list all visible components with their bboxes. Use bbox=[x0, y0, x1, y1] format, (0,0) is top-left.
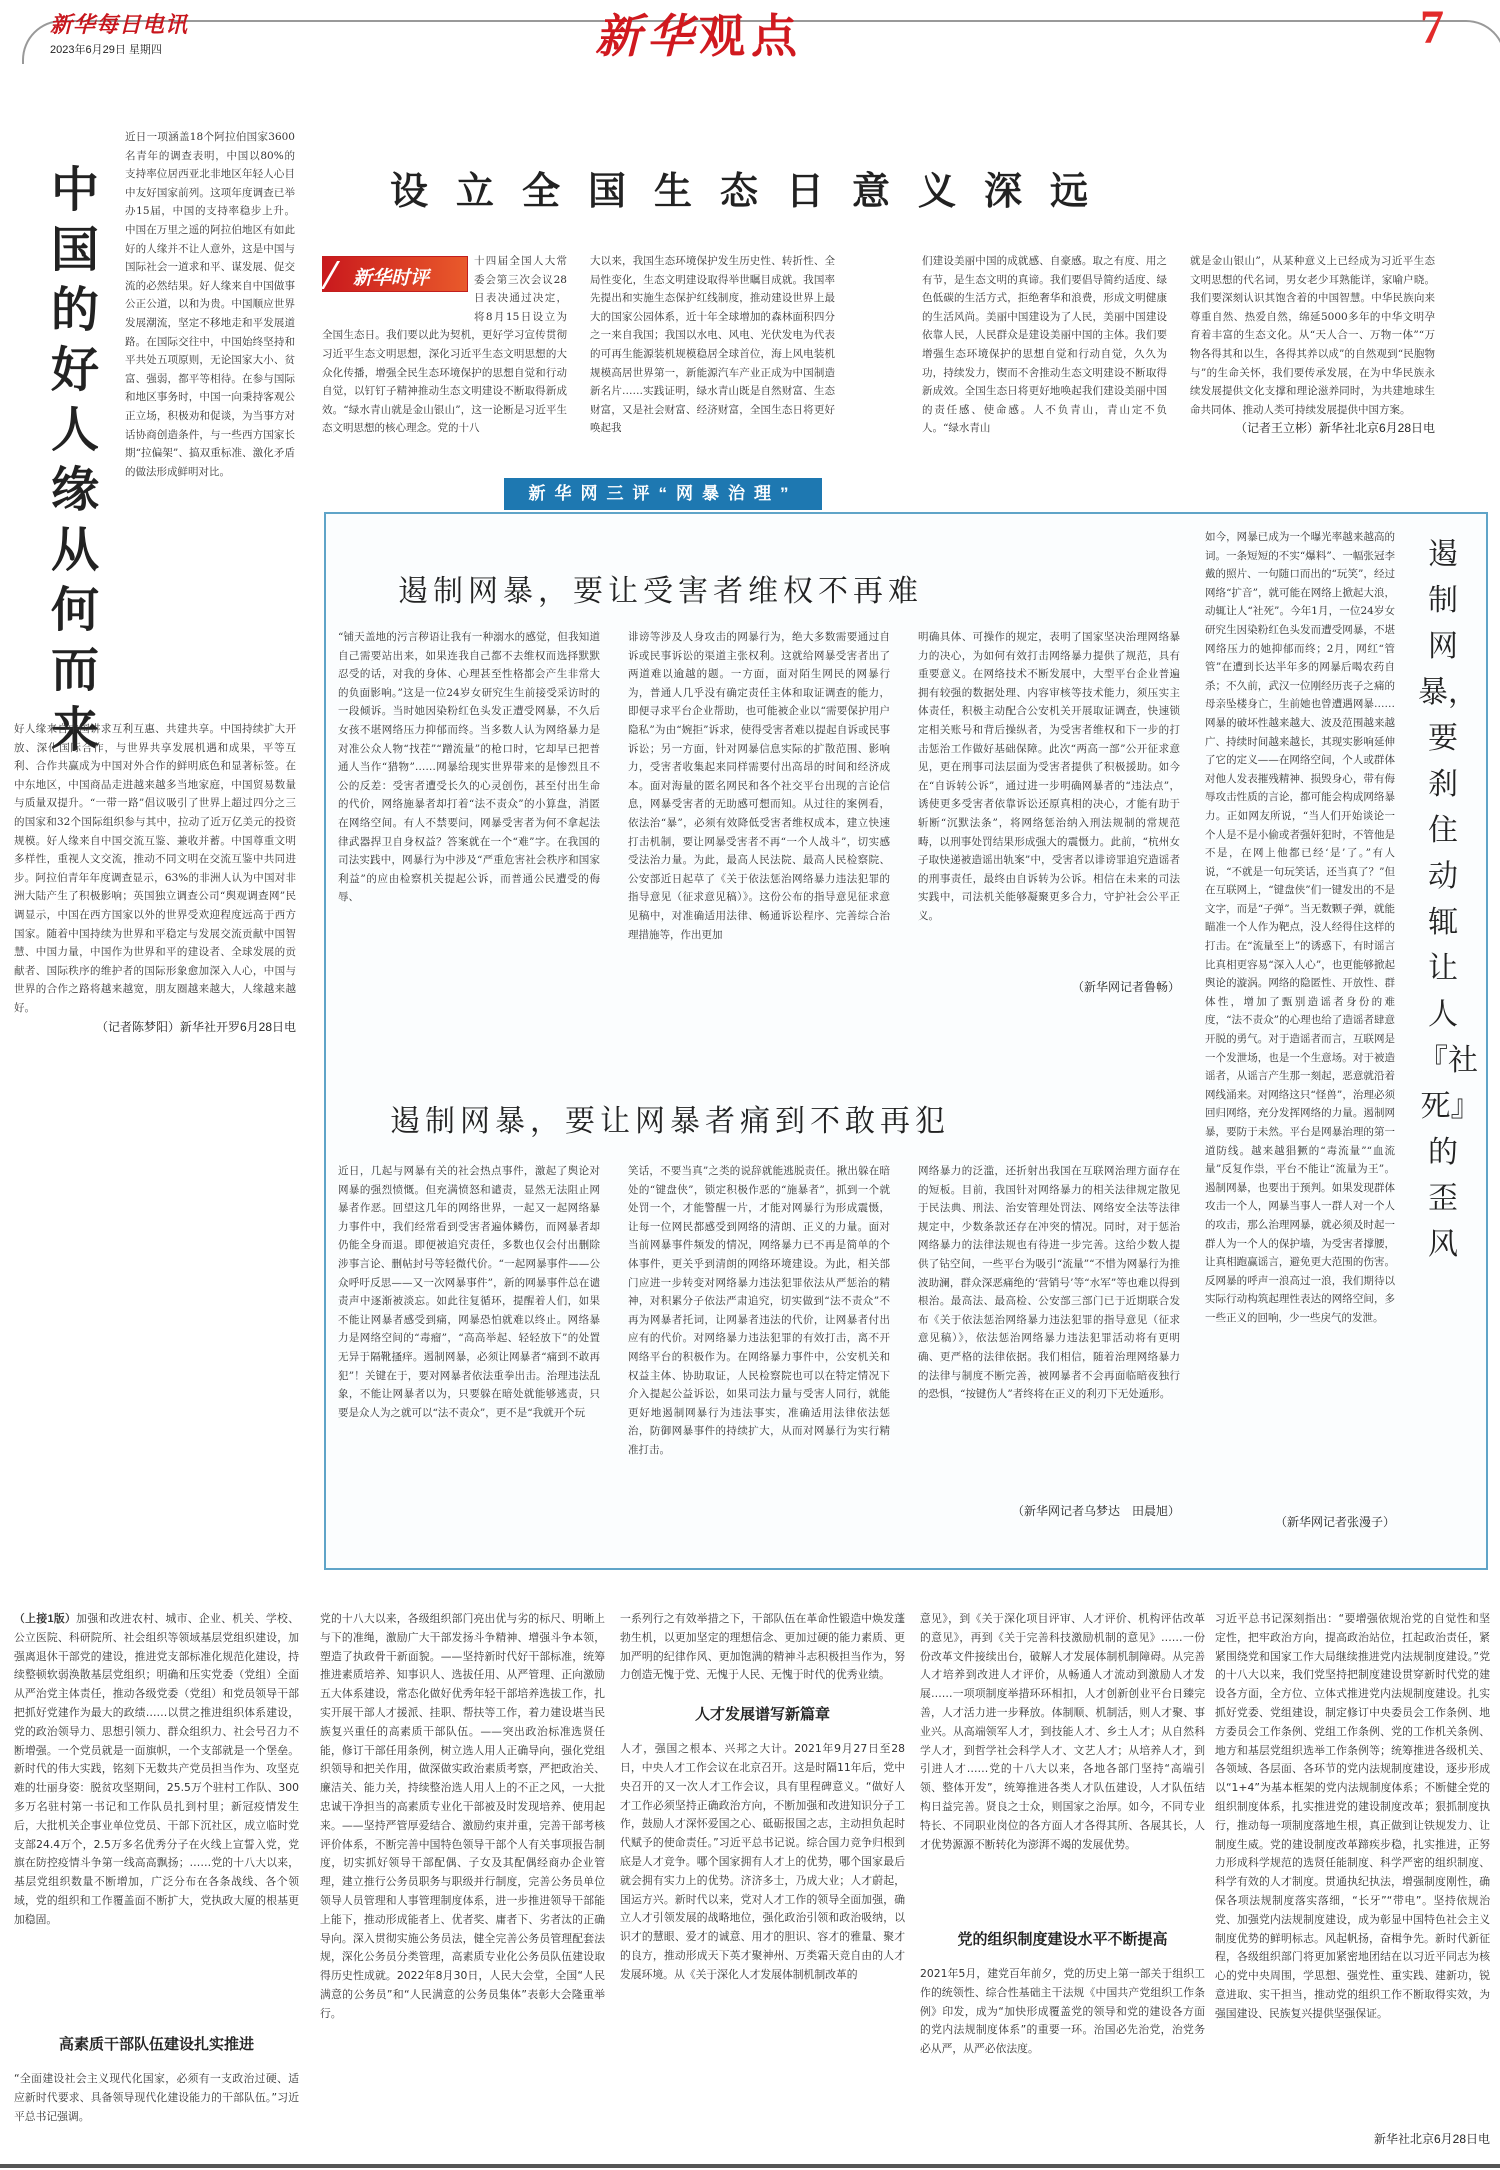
net-violence-banner: 新华网三评“网暴治理” bbox=[504, 478, 822, 510]
bottom-column-2 bbox=[320, 1610, 605, 2150]
section-title-script: 新华 bbox=[595, 9, 699, 63]
article-1-column-3 bbox=[918, 628, 1180, 995]
badge-label: 新华时评 bbox=[353, 268, 430, 289]
article-2-headline: 遏制网暴，要让网暴者痛到不敢再犯 bbox=[390, 1104, 950, 1139]
badge-spacer bbox=[322, 252, 474, 308]
bottom-column-4-tail: 2021年5月，建党百年前夕，党的历史上第一部关于组织工作的统领性、综合性基础主干法规《中国共产党组织工作条例》印发，成为“加快形成覆盖党的领导和党的建设各方面的党内法规制度体系”的重要一环。治国必先治党，治党务必从严，从严必依法度。 bbox=[920, 1967, 1205, 2056]
sidebar-title: 遏制网暴，要刹住动辄让人『社死』的歪风 bbox=[1418, 537, 1478, 1262]
eco-column-4 bbox=[1190, 252, 1435, 436]
eco-column-2: 大以来，我国生态环境保护发生历史性、转折性、全局性变化，生态文明建设取得举世瞩目成就。我国率先提出和实施生态保护红线制度，推动建设世界上最大的国家公园体系，近十年全球增加的森林面积四分之一来自我国；我国以水电、风电、光伏发电为代表的可再生能源装机规模稳居全球首位，海上风电装机规模高居世界第一，新能源汽车产业正成为中国制造新名片……实践证明，绿水青山既是自然财富、生态财富，又是社会财富、经济财富，全国生态日将更好唤起我 bbox=[590, 255, 835, 435]
article-1-headline: 遏制网暴，要让受害者维权不再难 bbox=[398, 574, 923, 609]
eco-byline: （记者王立彬）新华社北京6月28日电 bbox=[1234, 421, 1435, 436]
section-title-text: 观点 bbox=[699, 9, 803, 63]
newspaper-name: 新华每日电讯 bbox=[50, 12, 189, 38]
article-1-column-3-text: 明确具体、可操作的规定，表明了国家坚决治理网络暴力的决心，为如何有效打击网络暴力提供了规范，具有重要意义。在网络技术不断发展中，大型平台企业普遍拥有较强的数据处理、内容审核等技术能力，须压实主体责任，积极主动配合公安机关开展取证调查，快速锁定相关账号和背后操纵者，为受害者维权和下一步的打击惩治工作做好基础保障。此次“两高一部”公开征求意见，更在刑事司法层面为受害者提供了积极援助。如今在“自诉转公诉”，通过进一步明确网暴者的“违法点”，诱使更多受害者依靠诉讼还原真相的决心，才能有助于斩断“沉默法条”，将网络惩治纳入刑法规制的常规范畴，以刑事处罚结果形成强大的震慑力。此前，“杭州女子取快递被造谣出轨案”中，受害者以诽谤罪追究造谣者的刑事责任，最终由自诉转为公诉。相信在未来的司法实践中，司法机关能够凝聚更多合力，守护社会公平正义。 bbox=[918, 631, 1180, 922]
continued-from-tag: （上接1版） bbox=[14, 1613, 77, 1625]
sidebar-byline: （新华网记者张漫子） bbox=[1274, 1515, 1395, 1529]
left-story-title: 中国的好人缘从何而来 bbox=[50, 162, 99, 758]
page-bottom-rule bbox=[0, 2164, 1500, 2168]
article-2-column-3 bbox=[918, 1162, 1180, 1519]
bottom-column-3 bbox=[620, 1610, 905, 2120]
issue-date: 2023年6月29日 星期四 bbox=[50, 44, 162, 56]
bottom-column-4-text: 意见》，到《关于深化项目评审、人才评价、机构评估改革的意见》，再到《关于完善科技激励机制的意见》……一份份改革文件接续出台，破解人才发展体制机制障碍。从完善人才培养到改进人才评价，从畅通人才流动到激励人才发展……一项项制度举措环环相扣，人才创新创业平台日臻完善，人才活力进一步释放。体制顺、机制活，则人才聚、事业兴。从高端领军人才，到技能人才、乡土人才；从自然科学人才，到哲学社会科学人才、文艺人才；从培养人才，到引进人才……党的十八大以来，各地各部门坚持“高端引领、整体开发”，统筹推进各类人才队伍建设，人才队伍结构日益完善。贤良之士众，则国家之治厚。如今，不同专业特长、不同职业岗位的各方面人才各得其所、各展其长，人才优势源源不断转化为澎湃不竭的发展优势。 bbox=[920, 1612, 1205, 1851]
bottom-byline: 新华社北京6月28日电 bbox=[1373, 2132, 1490, 2146]
eco-editorial-title: 设立全国生态日意义深远 bbox=[390, 168, 1117, 213]
bottom-column-2-text: 党的十八大以来，各级组织部门亮出优与劣的标尺、明晰上与下的准绳，激励广大干部发扬斗争精神、增强斗争本领，塑造了执政骨干新面貌。——坚持新时代好干部标准，统筹推进素质培养、知事识人、选拔任用、从严管理、正向激励五大体系建设，常态化做好优秀年轻干部培养选拔工作，扎实开展干部人才援派、挂职、帮扶等工作，着力建设堪当民族复兴重任的高素质干部队伍。——突出政治标准选贤任能，修订干部任用条例，树立选人用人正确导向，强化党组织领导和把关作用，做深做实政治素质考察，严把政治关、廉洁关、能力关，持续整治选人用人上的不正之风，一大批忠诚干净担当的高素质专业化干部被及时发现培养、使用起来。——坚持严管厚爱结合、激励约束并重，完善干部考核评价体系，不断完善中国特色领导干部个人有关事项报告制度，切实抓好领导干部配偶、子女及其配偶经商办企业管理，建立推行公务员职务与职级并行制度，完善公务员单位领导人员管理和人事管理制度体系，进一步推进领导干部能上能下，推动形成能者上、优者奖、庸者下、劣者汰的正确导向。深入贯彻实施公务员法，健全完善公务员管理配套法规，深化公务员分类管理，高素质专业化公务员队伍建设取得历史性成就。2022年8月30日，人民大会堂，全国“人民满意的公务员”和“人民满意的公务员集体”表彰大会隆重举行。 bbox=[320, 1612, 605, 2020]
subhead-talent: 人才发展谱写新篇章 bbox=[694, 1705, 830, 1724]
article-2-column-1: 近日，几起与网暴有关的社会热点事件，激起了舆论对网暴的强烈愤慨。但充满愤怒和谴责，显然无法阻止网暴者作恶。回望这几年的网络世界，一起又一起网络暴力事件中，我们经常看到受害者遍体鳞伤，而网暴者却仍能全身而退。即便被追究责任，多数也仅会付出删除涉事言论、删帖封号等轻微代价。“一起网暴事件——公众呼吁反思——又一次网暴事件”，新的网暴事件总在谴责声中逐渐被淡忘。如此往复循环，提醒着人们，如果不能让网暴者感受到痛，网暴恐怕就难以终止。网络暴力是网络空间的“毒瘤”，“高高举起、轻轻放下”的处置无异于隔靴搔痒。遏制网暴，必须让网暴者“痛到不敢再犯”！关键在于，要对网暴者依法重拳出击。治理违法乱象，不能让网暴者以为，只要躲在暗处就能够逃责，只要是众人为之就可以“法不责众”，更不是“我就开个玩 bbox=[338, 1165, 600, 1419]
bottom-column-1-text bbox=[14, 1610, 299, 2015]
sidebar-commentary-text: 如今，网暴已成为一个曝光率越来越高的词。一条短短的不实“爆料”、一幅张冠李戴的照片、一句随口而出的“玩笑”，经过网络“扩音”，就可能在网络上掀起大浪，动辄让人“社死”。今年1月，一位24岁女研究生因染粉红色头发而遭受网暴，不堪网络压力的她抑郁而终；2月，网红“管管”在遭到长达半年多的网暴后喝农药自杀；不久前，武汉一位刚经历丧子之痛的母亲坠楼身亡，生前她也曾遭遇网暴……网暴的破坏性越来越大、波及范围越来越广、持续时间越来越长，其现实影响延伸了它的定义——在网络空间，个人或群体对他人发表摧残精神、损毁身心，带有侮辱攻击性质的言论，都可能会构成网络暴力。正如网友所说，“当人们开始谈论一个人是不是小偷或者强奸犯时，不管他是不是，在网上他都已经‘是’了。”有人说，“不就是一句玩笑话，还当真了？”但在互联网上，“键盘侠”们一键发出的不是文字，而是“子弹”。当无数颗子弹，就能瞄准一个人作为靶点，没人经得住这样的打击。在“流量至上”的诱惑下，有时谣言比真相更容易“深入人心”，也更能够掀起舆论的漩涡。网络的隐匿性、开放性、群体性，增加了甄别造谣者身份的难度，“法不责众”的心理也给了造谣者肆意开脱的勇气。对于造谣者而言，互联网是一个发泄场，也是一个生意场。对于被造谣者，从谣言产生那一刻起，恶意就沿着网线涌来。对网络这只“怪兽”，治理必须回归网络，充分发挥网络的力量。遏制网暴，要防于未然。平台是网暴治理的第一道防线。越来越猖獗的“毒流量”“血流量”反复作祟，平台不能让“流量为王”。遏制网暴，也要出于预判。如果发现群体攻击一个人，网暴当事人一群人对一个人的攻击，那么治理网暴，就必须及时起一群人为一个人的保护墙，为受害者撑腰，让真相跑赢谣言，避免更大范围的伤害。反网暴的呼声一浪高过一浪，我们期待以实际行动构筑起理性表达的网络空间，多一些正义的回响，少一些戾气的发泄。 bbox=[1205, 531, 1395, 1324]
eco-column-4-text: 就是金山银山”，从某种意义上已经成为习近平生态文明思想的代名词，男女老少耳熟能详，家喻户晓。我们要深刻认识其饱含着的中国智慧。中华民族向来尊重自然、热爱自然，绵延5000多年的中华文明孕育着丰富的生态文化。从“天人合一、万物一体”“万物各得其和以生，各得其养以成”的自然观到“民胞物与”的生命关怀，我们要传承发展，在为中华民族永续发展提供文化支撑和理论滋养同时，为共建地球生命共同体、推动人类可持续发展提供中国方案。 bbox=[1190, 255, 1435, 416]
bottom-column-3-text: 人才，强国之根本、兴邦之大计。2021年9月27日至28日，中央人才工作会议在北京召开。这是时隔11年后，党中央召开的又一次人才工作会议，具有里程碑意义。“做好人才工作必须坚持正确政治方向，不断加强和改进知识分子工作，鼓励人才深怀爱国之心、砥砺报国之志，主动担负起时代赋予的使命责任。”习近平总书记说。综合国力竞争归根到底是人才竞争。哪个国家拥有人才上的优势，哪个国家最后就会拥有实力上的优势。济济多士，乃成大业；人才蔚起，国运方兴。新时代以来，党对人才工作的领导全面加强，确立人才引领发展的战略地位，强化政治引领和政治吸纳，以识才的慧眼、爱才的诚意、用才的胆识、容才的雅量、聚才的良方，推动形成天下英才聚神州、万类霜天竞自由的人才发展环境。从《关于深化人才发展体制机制改革的 bbox=[620, 1742, 905, 1981]
sidebar-commentary bbox=[1205, 528, 1395, 1530]
article-2-column-3-text: 网络暴力的泛滥，还折射出我国在互联网治理方面存在的短板。目前，我国针对网络暴力的相关法律规定散见于民法典、刑法、治安管理处罚法、网络安全法等法律规定中，少数条款还存在冲突的情况。同时，对于惩治网络暴力的法律法规也有待进一步完善。这给少数人提供了钻空间，一些平台为吸引“流量”“不惜为网暴行为推波助澜，群众深恶痛绝的‘营销号’等“水军”等也难以得到根治。最高法、最高检、公安部三部门已于近期联合发布《关于依法惩治网络暴力违法犯罪的指导意见（征求意见稿）》，依法惩治网络暴力违法犯罪活动将有更明确、更严格的法律依据。我们相信，随着治理网络暴力的法律与制度不断完善，被网暴者不会再面临暗夜独行的恐惧，“按键伤人”者终将在正义的利刃下无处遁形。 bbox=[918, 1165, 1180, 1401]
eco-column-1 bbox=[322, 252, 567, 438]
article-1-column-2: 诽谤等涉及人身攻击的网暴行为，绝大多数需要通过自诉或民事诉讼的渠道主张权利。这就给网暴受害者出了两道难以逾越的题。一方面，面对陌生网民的网暴行为，普通人几乎没有确定责任主体和取证调查的能力，即便寻求平台企业帮助，也可能被企业以“需要保护用户隐私”为由“婉拒”诉求，使得受害者难以提起自诉或民事诉讼；另一方面，针对网暴信息实际的扩散范围、影响力，受害者收集起来同样需要付出高昂的时间和经济成本。面对海量的匿名网民和各个社交平台出现的言论信息，网暴受害者的无助感可想而知。从过往的案例看，依法治“暴”，必须有效降低受害者维权成本，建立快速打击机制，要让网暴受害者不再“一个人战斗”，切实感受法治力量。为此，最高人民法院、最高人民检察院、公安部近日起草了《关于依法惩治网络暴力违法犯罪的指导意见（征求意见稿）》。这份公布的指导意见征求意见稿中，对准确适用法律、畅通诉讼程序、完善综合治理措施等，作出更加 bbox=[628, 631, 890, 941]
brand-block bbox=[50, 8, 188, 57]
section-title bbox=[595, 0, 803, 66]
left-story-body: 好人缘来自中国讲求互利互惠、共建共享。中国持续扩大开放、深化国际合作，与世界共享发展机遇和成果，平等互利、合作共赢成为中国对外合作的鲜明底色和显著标签。在中东地区，中国商品走进越来越多当地家庭，中国贸易数量与质量双提升。“一带一路”倡议吸引了世界上超过四分之三的国家和32个国际组织参与其中，拉动了近万亿美元的投资规模。好人缘来自中国交流互鉴、兼收并蓄。中国尊重文明多样性，重视人文交流，推动不同文明在交流互鉴中共同进步。阿拉伯青年年度调查显示，63%的非洲人认为中国对非洲大陆产生了积极影响；英国独立调查公司“舆观调查网”民调显示，中国在西方国家以外的世界受欢迎程度远高于西方国家。随着中国持续为世界和平稳定与发展交流贡献中国智慧、中国力量，中国作为世界和平的建设者、全球发展的贡献者、国际秩序的维护者的国际形象愈加深入人心，中国与世界的合作之路将越来越宽，朋友圈越来越大，人缘越来越好。 bbox=[14, 723, 296, 1014]
left-story-byline: （记者陈梦阳）新华社开罗6月28日电 bbox=[95, 1019, 296, 1034]
subhead-cadre: 高素质干部队伍建设扎实推进 bbox=[58, 2035, 254, 2053]
article-1-column-1: “铺天盖地的污言秽语让我有一种溺水的感觉，但我知道自己需要站出来，如果连我自己都不去维权而选择默默忍受的话，对我的身体、心理甚至性格都会产生非常大的负面影响。”这是一位24岁女研究生生前接受采访时的一段倾诉。当时她因染粉红色头发正遭受网暴，不久后女孩不堪网络压力抑郁而终。当多数人认为网络暴力是对准公众人物“找茬”“蹭流量”的枪口时，它却早已把普通人当作“猎物”……网暴给现实世界带来的是惨烈且不公的反差：受害者遭受长久的心灵创伤，甚至付出生命的代价，网络施暴者却打着“法不责众”的小算盘，消匿在网络空间。有人不禁要问，网暴受害者为何不拿起法律武器捍卫自身权益？答案就在一个“难”字。在我国的司法实践中，网暴行为中涉及“严重危害社会秩序和国家利益”的应由检察机关提起公诉，而普通公民遭受的侮辱、 bbox=[338, 631, 600, 904]
bottom-column-3-top: 一系列行之有效举措之下，干部队伍在革命性锻造中焕发蓬勃生机，以更加坚定的理想信念、更加过硬的能力素质、更加严明的纪律作风、更加饱满的精神斗志积极担当作为，努力创造无愧于党、无愧于人民、无愧于时代的优秀业绩。 bbox=[620, 1612, 905, 1682]
eco-column-1-text: 十四届全国人大常委会第三次会议28日表决通过决定，将8月15日设立为全国生态日。我们要以此为契机，更好学习宣传贯彻习近平生态文明思想，深化习近平生态文明思想的大众化传播，增强全民生态环境保护的思想自觉和行动自觉，以钉钉子精神推动生态文明建设不断取得新成效。“绿水青山就是金山银山”，这一论断是习近平生态文明思想的核心理念。党的十八 bbox=[322, 255, 567, 435]
subhead-organization-system: 党的组织制度建设水平不断提高 bbox=[957, 1930, 1168, 1948]
bottom-column-4 bbox=[920, 1610, 1205, 2059]
article-1-byline: （新华网记者鲁畅） bbox=[1071, 980, 1180, 994]
article-2-column-2: 笑话，不要当真”之类的说辞就能逃脱责任。揪出躲在暗处的“键盘侠”，锁定积极作恶的“施暴者”，抓到一个就处罚一个，才能警醒一片，才能对网暴行为形成震慑，让每一位网民都感受到网络的清朗、正义的力量。面对当前网暴事件频发的情况，网络暴力已不再是简单的个体事件，更关乎到清朗的网络环境建设。为此，相关部门应进一步转变对网络暴力违法犯罪依法从严惩治的精神，对积累分子依法严肃追究，切实做到“法不责众”不再为网暴者托词，让网暴者违法的代价，让网暴者付出应有的代价。对网络暴力违法犯罪的有效打击，离不开网络平台的积极作为。在网络暴力事件中，公安机关和权益主体、协助取证，人民检察院也可以在特定情况下介入提起公益诉讼，如果司法力量与受害人同行，就能更好地遏制网暴行为违法事实，准确适用法律依法惩治，防御网暴事件的持续扩大，从而对网暴行为实行精准打击。 bbox=[628, 1165, 890, 1456]
bottom-column-1-body: 加强和改进农村、城市、企业、机关、学校、公立医院、科研院所、社会组织等领域基层党组织建设，加强离退休干部党的建设，推进党支部标准化规范化建设，持续整顿软弱涣散基层党组织；明确和压实党委（党组）全面从严治党主体责任，推动各级党委（党组）和党员领导干部把抓好党建作为最大的政绩……以贯之推进组织体系建设，党的政治领导力、思想引领力、群众组织力、社会号召力不断增强。一个党员就是一面旗帜，一个支部就是一个堡垒。新时代的伟大实践，铭刻下无数共产党员担当作为、攻坚克难的壮丽身姿：脱贫攻坚期间，25.5万个驻村工作队、300多万名驻村第一书记和工作队员扎到村里；新冠疫情发生后，大批机关企事业单位党员、干部下沉社区，成立临时党支部24.4万个，2.5万多名优秀分子在火线上宣誓入党，党旗在防控疫情斗争第一线高高飘扬；……党的十八大以来，基层党组织数量不断增加，广泛分布在各条战线、各个领域，党的组织和工作覆盖面不断扩大，党执政大厦的根基更加稳固。 bbox=[14, 1612, 299, 1926]
eco-column-3: 们建设美丽中国的成就感、自豪感。取之有度、用之有节，是生态文明的真谛。我们要倡导简约适度、绿色低碳的生活方式，拒绝奢华和浪费，形成文明健康的生活风尚。美丽中国建设为了人民，美丽中国建设依靠人民，人民群众是建设美丽中国的主体。我们要增强生态环境保护的思想自觉和行动自觉，久久为功，持续发力，锲而不舍推动生态文明建设不断取得新成效。全国生态日将更好地唤起我们建设美丽中国的责任感、使命感。人不负青山，青山定不负人。“绿水青山 bbox=[922, 255, 1167, 435]
bottom-column-5-text: 习近平总书记深刻指出：“要增强依规治党的自觉性和坚定性，把牢政治方向，提高政治站位，扛起政治责任，紧紧围绕党和国家工作大局继续推进党内法规制度建设。”党的十八大以来，我们党坚持把制度建设贯穿新时代党的建设各方面，全方位、立体式推进党内法规制度建设。扎实抓好党委、党组建设，制定修订中央委员会工作条例、地方委员会工作条例、党组工作条例、党的工作机关条例、地方和基层党组织选举工作条例等；统筹推进各级机关、各领域、各层面、各环节的党内法规制度建设，逐步形成以“1+4”为基本框架的党内法规制度体系；不断健全党的组织制度体系，扎实推进党的建设制度改革；狠抓制度执行，推动每一项制度落地生根，真正做到让铁规发力、让制度生威。党的建设制度改革蹄疾步稳，扎实推进，正努力形成科学规范的选贤任能制度、科学严密的组织制度、科学有效的人才制度。贯通执纪执法，增强制度刚性，确保各项法规制度落实落细，“长牙”“带电”。坚持依规治党、加强党内法规制度建设，成为彰显中国特色社会主义制度优势的鲜明标志。风起帆扬，奋楫争先。新时代新征程，各级组织部门将更加紧密地团结在以习近平同志为核心的党中央周围，学思想、强党性、重实践、建新功，锐意进取、实干担当，推动党的组织工作不断取得实效，为强国建设、民族复兴提供坚强保证。 bbox=[1215, 1612, 1490, 2020]
bottom-column-5 bbox=[1215, 1610, 1490, 2147]
left-story-intro: 近日一项涵盖18个阿拉伯国家3600名青年的调查表明，中国以80%的支持率位居西亚北非地区年轻人心目中友好国家前列。这项年度调查已举办15届，中国的支持率稳步上升。中国在万里之遥的阿拉伯地区有如此好的人缘并不让人意外，这是中国与国际社会一道求和平、谋发展、促交流的必然结果。好人缘来自中国做事公正公道，以和为贵。中国顺应世界发展潮流，坚定不移地走和平发展道路。在国际交往中，中国始终坚持和平共处五项原则，无论国家大小、贫富、强弱，都平等相待。在参与国际和地区事务时，中国一向秉持客观公正立场，积极劝和促谈，为当事方对话协商创造条件，与一些西方国家长期“拉偏架”、搞双重标准、激化矛盾的做法形成鲜明对比。 bbox=[125, 131, 295, 478]
article-2-byline: （新华网记者乌梦达 田晨旭） bbox=[1011, 1504, 1180, 1518]
page-number: 7 bbox=[1420, 1, 1444, 54]
bottom-column-1 bbox=[14, 1610, 299, 2126]
bottom-column-1-tail: “全面建设社会主义现代化国家，必须有一支政治过硬、适应新时代要求、具备领导现代化建设能力的干部队伍。”习近平总书记强调。 bbox=[14, 2072, 299, 2123]
left-story-body-block bbox=[14, 720, 296, 1035]
